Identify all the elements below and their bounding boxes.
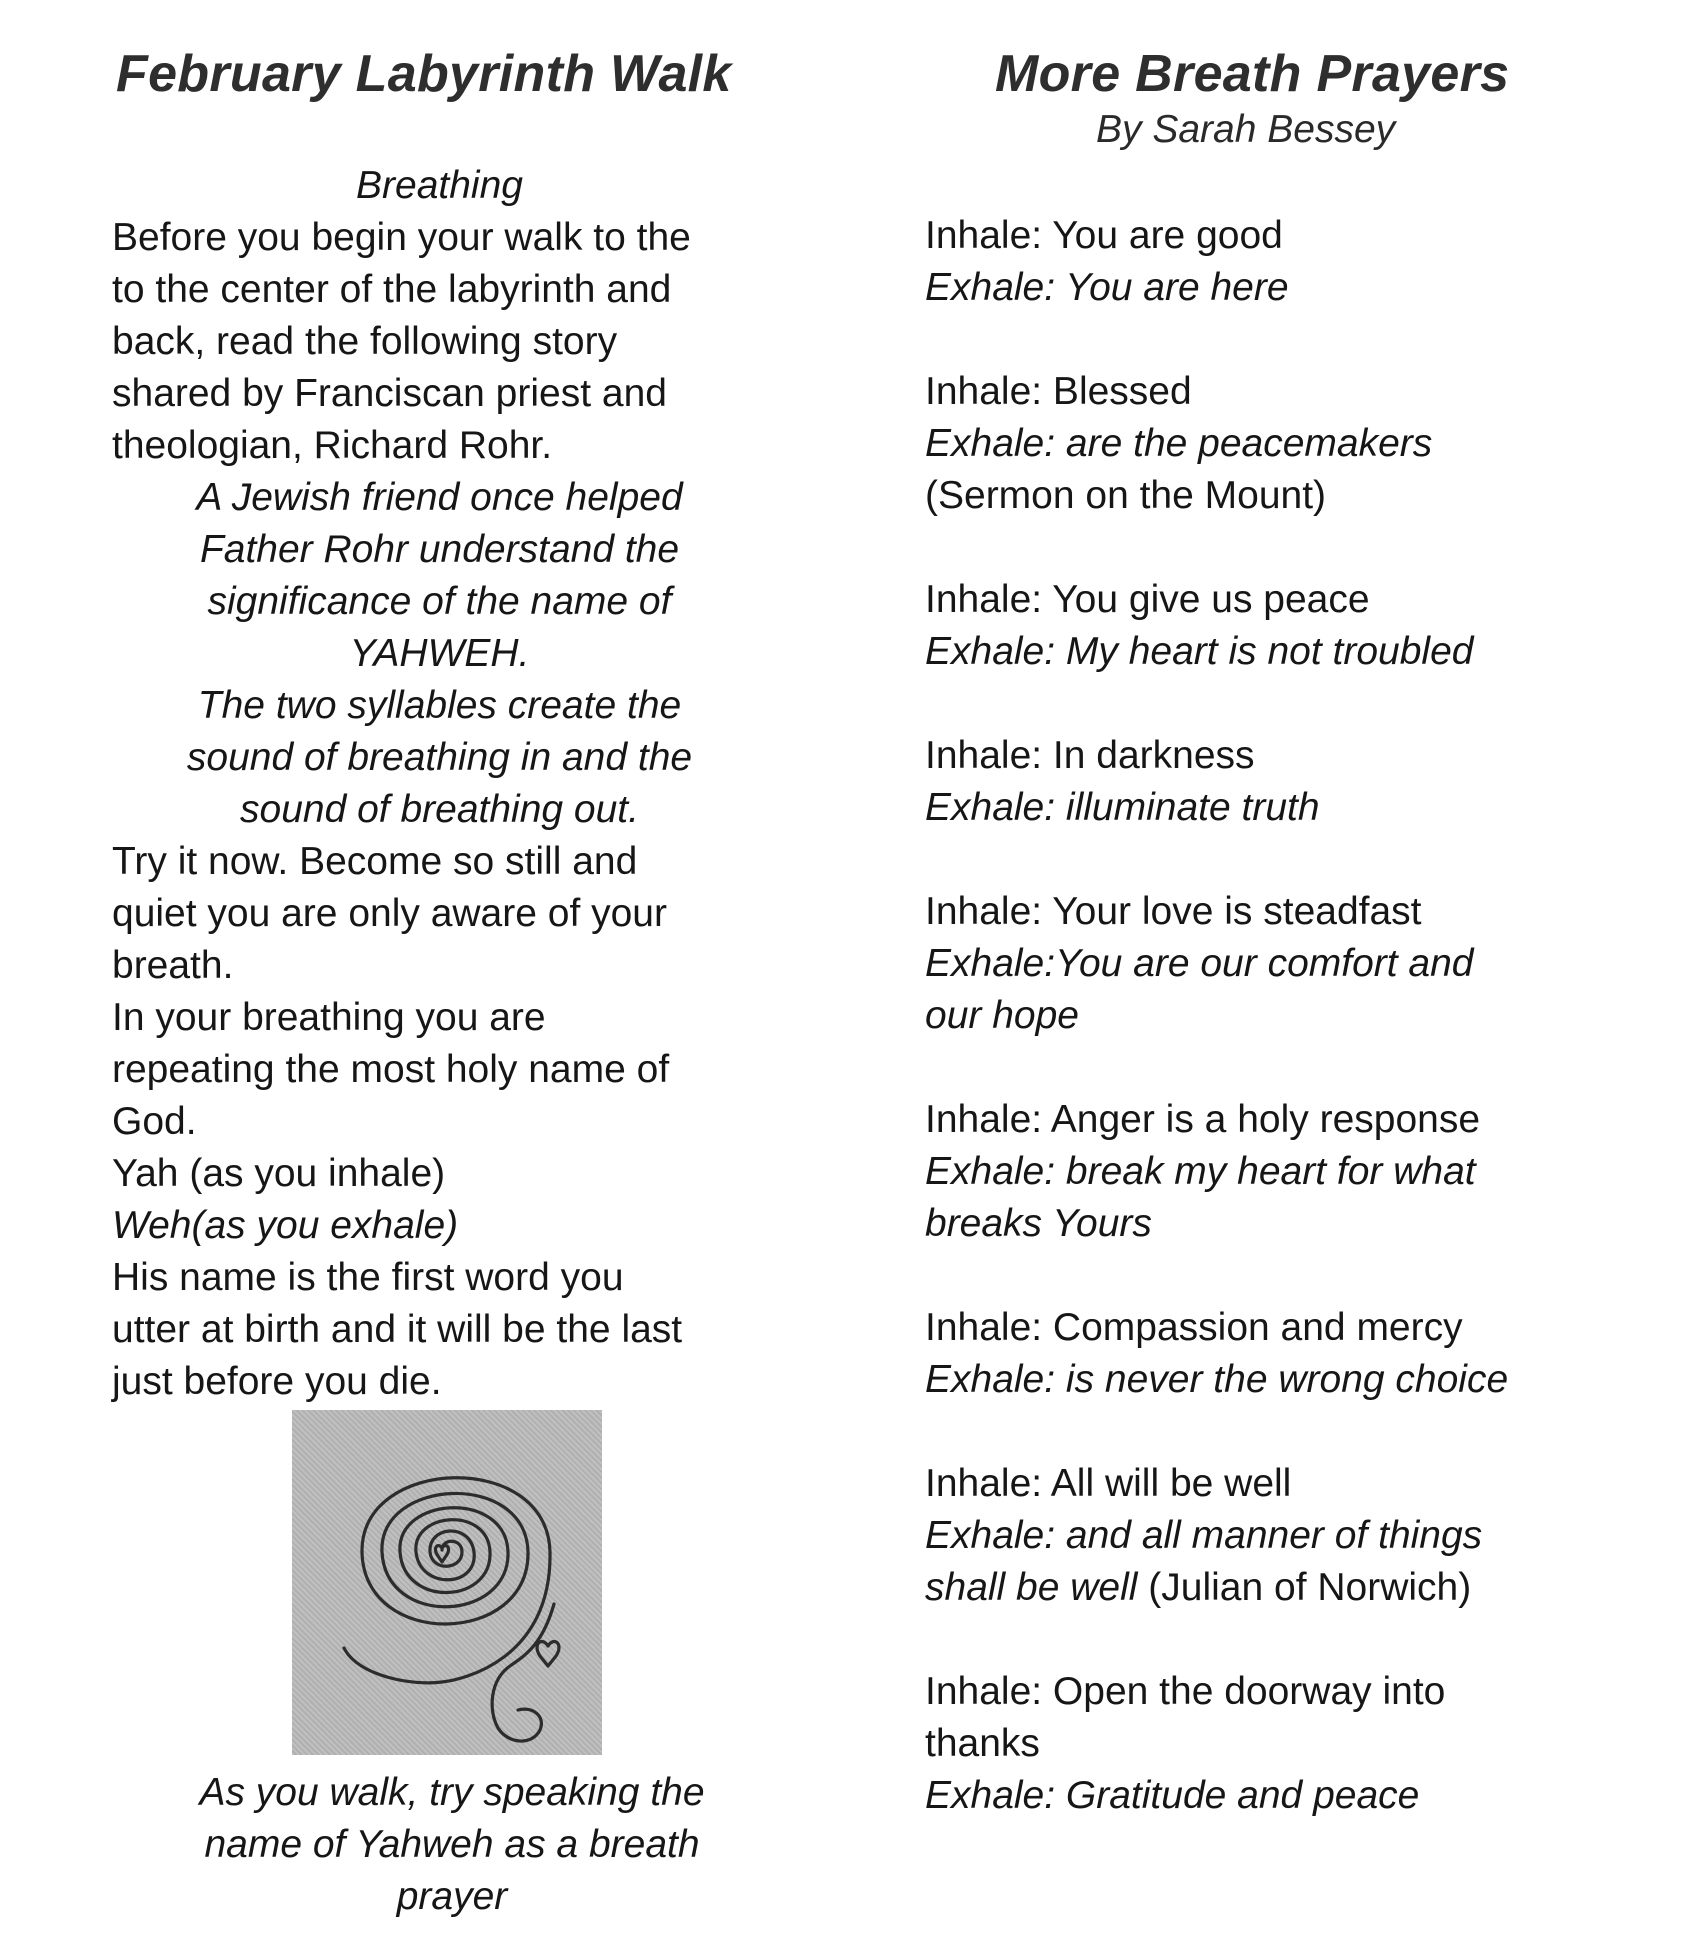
section-heading: Breathing (356, 164, 523, 207)
inhale-line: Inhale: Compassion and mercy (925, 1306, 1463, 1349)
prayer-item (925, 210, 1625, 314)
practice-line: Try it now. Become so still and (112, 840, 638, 883)
left-body (112, 160, 792, 1408)
right-title: More Breath Prayers (995, 45, 1510, 103)
exhale-line: breaks Yours (925, 1202, 1152, 1245)
intro-line: Before you begin your walk to the (112, 216, 691, 259)
closing-paragraph (112, 1252, 792, 1408)
closing-line: utter at birth and it will be the last (112, 1308, 683, 1351)
closing-line: just before you die. (112, 1360, 442, 1403)
prayer-note: (Sermon on the Mount) (925, 474, 1327, 517)
caption-line: As you walk, try speaking the (199, 1771, 705, 1814)
exhale-line: Exhale:You are our comfort and (925, 942, 1474, 985)
inhale-line: Inhale: In darkness (925, 734, 1255, 777)
exhale-line: Exhale: illuminate truth (925, 786, 1320, 829)
exhale-line: Exhale: is never the wrong choice (925, 1358, 1509, 1401)
story-line: Father Rohr understand the (199, 528, 680, 571)
exhale-line: Exhale: break my heart for what (925, 1150, 1476, 1193)
exhale-line: Exhale: Gratitude and peace (925, 1774, 1420, 1817)
labyrinth-spiral-image (292, 1410, 602, 1755)
exhale-line: our hope (925, 994, 1079, 1037)
prayer-item (925, 886, 1625, 1042)
spiral-caption (112, 1767, 792, 1923)
exhale-line: Exhale: are the peacemakers (925, 422, 1433, 465)
story-line: The two syllables create the (197, 684, 682, 727)
prayer-item (925, 1666, 1625, 1822)
exhale-italic-part: shall be well (925, 1566, 1138, 1609)
exhale-line: Exhale: and all manner of things (925, 1514, 1483, 1557)
spiral-icon (292, 1410, 602, 1755)
inhale-line: Inhale: Blessed (925, 370, 1192, 413)
story-line: significance of the name of (207, 580, 672, 623)
caption-line: name of Yahweh as a breath (204, 1823, 700, 1866)
intro-paragraph (112, 212, 792, 472)
prayer-item (925, 574, 1625, 678)
exhale-line: Exhale: You are here (925, 266, 1289, 309)
practice-line: Yah (as you inhale) (112, 1152, 446, 1195)
inhale-line: Inhale: All will be well (925, 1462, 1292, 1505)
prayer-list (925, 210, 1625, 1874)
prayer-item (925, 1302, 1625, 1406)
story-quote (112, 472, 792, 836)
inhale-line: Inhale: Your love is steadfast (925, 890, 1422, 933)
closing-line: His name is the first word you (112, 1256, 624, 1299)
intro-line: theologian, Richard Rohr. (112, 424, 553, 467)
prayer-item (925, 730, 1625, 834)
practice-line: quiet you are only aware of your (112, 892, 667, 935)
exhale-line: Weh(as you exhale) (112, 1204, 459, 1247)
left-title: February Labyrinth Walk (116, 45, 732, 103)
prayer-note: (Julian of Norwich) (1137, 1566, 1472, 1609)
intro-line: back, read the following story (112, 320, 618, 363)
story-line: sound of breathing out. (240, 788, 639, 831)
practice-line: God. (112, 1100, 197, 1143)
prayer-item (925, 1458, 1625, 1614)
inhale-line: Inhale: Anger is a holy response (925, 1098, 1481, 1141)
story-line: sound of breathing in and the (186, 736, 693, 779)
intro-line: to the center of the labyrinth and (112, 268, 672, 311)
caption-line: prayer (396, 1875, 508, 1918)
practice-paragraph (112, 836, 792, 1252)
inhale-line: Inhale: You are good (925, 214, 1283, 257)
inhale-line: Inhale: Open the doorway into (925, 1670, 1446, 1713)
intro-line: shared by Franciscan priest and (112, 372, 667, 415)
practice-line: repeating the most holy name of (112, 1048, 670, 1091)
byline: By Sarah Bessey (1096, 108, 1396, 151)
prayer-item (925, 1094, 1625, 1250)
inhale-line: Inhale: You give us peace (925, 578, 1370, 621)
prayer-item (925, 366, 1625, 522)
story-line: YAHWEH. (349, 632, 530, 675)
exhale-line (925, 1562, 1625, 1614)
practice-line: In your breathing you are (112, 996, 546, 1039)
inhale-line: thanks (925, 1722, 1040, 1765)
story-line: A Jewish friend once helped (196, 476, 683, 519)
exhale-line: Exhale: My heart is not troubled (925, 630, 1474, 673)
practice-line: breath. (112, 944, 234, 987)
